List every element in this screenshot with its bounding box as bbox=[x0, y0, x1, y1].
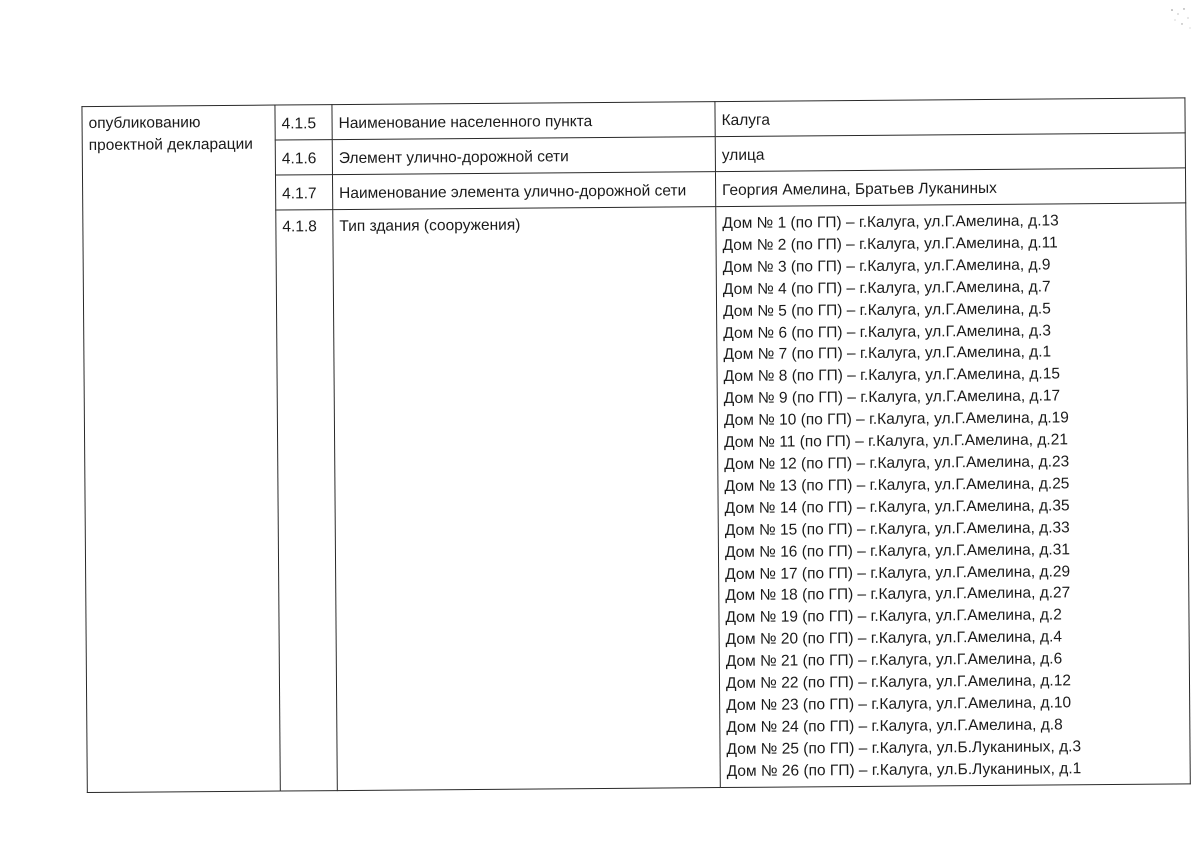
building-item: Дом № 16 (по ГП) – г.Калуга, ул.Г.Амелина, д.31 bbox=[724, 540, 1070, 561]
building-item: Дом № 3 (по ГП) – г.Калуга, ул.Г.Амелина, д.9 bbox=[722, 256, 1051, 276]
building-item: Дом № 6 (по ГП) – г.Калуга, ул.Г.Амелина, д.3 bbox=[723, 321, 1052, 342]
building-item: Дом № 20 (по ГП) – г.Калуга, ул.Г.Амелина, д.4 bbox=[725, 628, 1063, 649]
building-item: Дом № 14 (по ГП) – г.Калуга, ул.Г.Амелина, д.35 bbox=[724, 497, 1070, 517]
building-item: Дом № 1 (по ГП) – г.Калуга, ул.Г.Амелина, д.13 bbox=[722, 212, 1059, 233]
building-item: Дом № 24 (по ГП) – г.Калуга, ул.Г.Амелина, д.8 bbox=[726, 716, 1063, 736]
building-item: Дом № 19 (по ГП) – г.Калуга, ул.Г.Амелина, д.2 bbox=[725, 606, 1062, 627]
building-item: Дом № 15 (по ГП) – г.Калуга, ул.Г.Амелина, д.33 bbox=[724, 519, 1070, 539]
building-item: Дом № 22 (по ГП) – г.Калуга, ул.Г.Амелина, д.12 bbox=[725, 672, 1072, 693]
building-list-cell bbox=[716, 203, 1191, 787]
building-item: Дом № 10 (по ГП) – г.Калуга, ул.Г.Амелина, д.19 bbox=[723, 409, 1069, 430]
building-item: Дом № 4 (по ГП) – г.Калуга, ул.Г.Амелина, д.7 bbox=[722, 278, 1051, 298]
row-code: 4.1.5 bbox=[275, 105, 332, 140]
building-item: Дом № 9 (по ГП) – г.Калуга, ул.Г.Амелина, д.17 bbox=[723, 387, 1061, 408]
row-value: улица bbox=[715, 133, 1185, 172]
row-name: Наименование населенного пункта bbox=[332, 102, 715, 140]
row-code: 4.1.7 bbox=[275, 175, 332, 210]
building-item: Дом № 7 (по ГП) – г.Калуга, ул.Г.Амелина, д.1 bbox=[723, 343, 1052, 364]
building-item: Дом № 26 (по ГП) – г.Калуга, ул.Б.Луканиных, д.1 bbox=[726, 759, 1082, 780]
building-item: Дом № 5 (по ГП) – г.Калуга, ул.Г.Амелина, д.5 bbox=[723, 300, 1051, 320]
building-item: Дом № 2 (по ГП) – г.Калуга, ул.Г.Амелина, д.11 bbox=[722, 234, 1058, 254]
building-list bbox=[722, 209, 1183, 782]
building-item: Дом № 13 (по ГП) – г.Калуга, ул.Г.Амелина, д.25 bbox=[724, 475, 1070, 495]
scan-noise bbox=[1164, 4, 1194, 34]
building-item: Дом № 12 (по ГП) – г.Калуга, ул.Г.Амелина, д.23 bbox=[724, 453, 1070, 473]
section-label: опубликованию проектной декларации bbox=[88, 114, 253, 155]
row-value: Георгия Амелина, Братьев Луканиных bbox=[715, 168, 1185, 207]
building-item: Дом № 17 (по ГП) – г.Калуга, ул.Г.Амелина, д.29 bbox=[725, 562, 1071, 583]
row-value: Калуга bbox=[715, 98, 1185, 137]
row-code: 4.1.6 bbox=[275, 140, 332, 175]
building-item: Дом № 23 (по ГП) – г.Калуга, ул.Г.Амелина, д.10 bbox=[726, 694, 1072, 714]
section-label-cell bbox=[82, 105, 280, 792]
building-item: Дом № 21 (по ГП) – г.Калуга, ул.Г.Амелина, д.6 bbox=[725, 650, 1063, 671]
building-item: Дом № 8 (по ГП) – г.Калуга, ул.Г.Амелина, д.15 bbox=[723, 365, 1060, 386]
building-item: Дом № 25 (по ГП) – г.Калуга, ул.Б.Луканиных, д.3 bbox=[726, 737, 1082, 758]
row-name: Тип здания (сооружения) bbox=[333, 207, 721, 791]
building-item: Дом № 18 (по ГП) – г.Калуга, ул.Г.Амелина, д.27 bbox=[725, 584, 1071, 605]
row-name: Элемент улично-дорожной сети bbox=[332, 137, 715, 175]
declaration-table bbox=[81, 97, 1190, 792]
row-name: Наименование элемента улично-дорожной сети bbox=[332, 172, 715, 210]
row-code: 4.1.8 bbox=[276, 210, 338, 791]
building-item: Дом № 11 (по ГП) – г.Калуга, ул.Г.Амелина, д.21 bbox=[724, 431, 1068, 452]
